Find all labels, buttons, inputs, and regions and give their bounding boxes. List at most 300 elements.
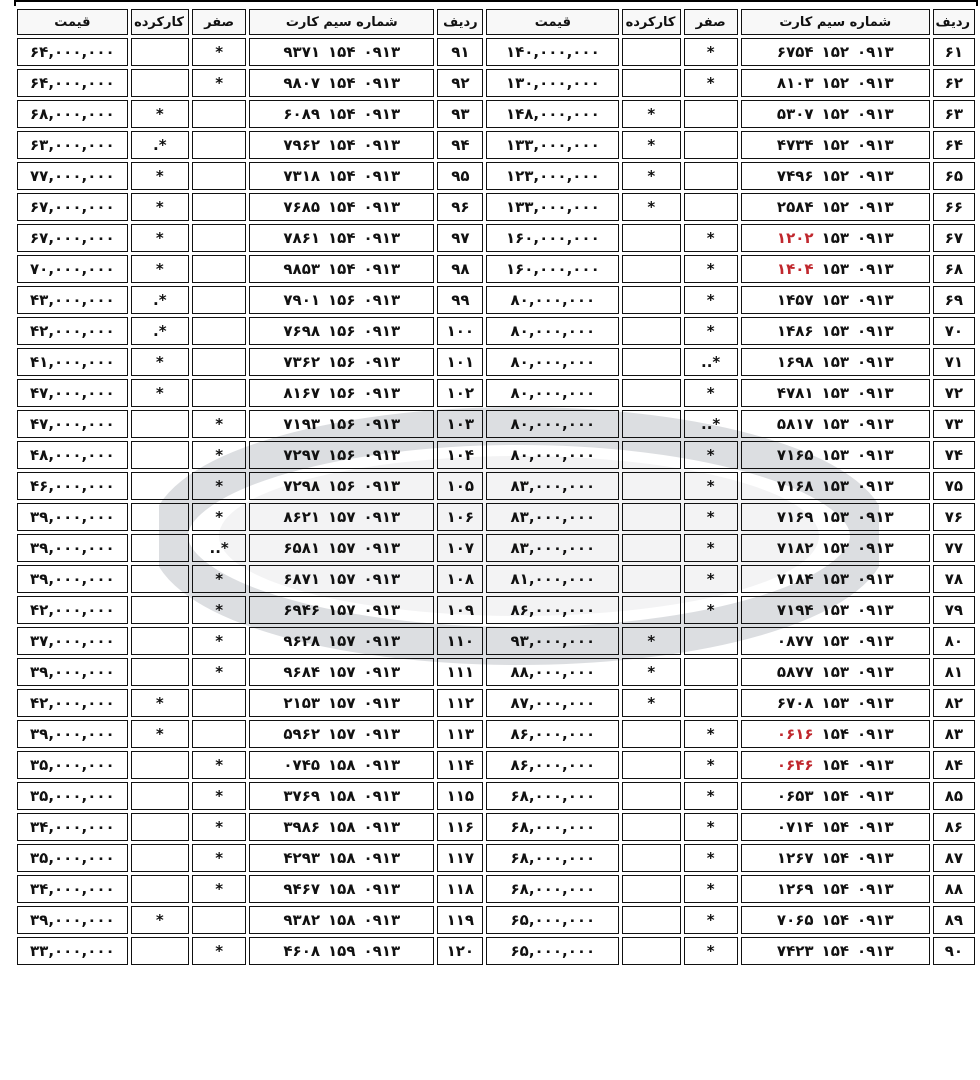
price: ۱۴۸,۰۰۰,۰۰۰ xyxy=(486,100,619,128)
sim-number xyxy=(741,441,930,469)
price: ۶۷,۰۰۰,۰۰۰ xyxy=(17,224,128,252)
sim-number-part: ۰۷۴۵ xyxy=(283,756,321,774)
price: ۴۲,۰۰۰,۰۰۰ xyxy=(17,689,128,717)
used-mark xyxy=(622,937,680,965)
price: ۳۹,۰۰۰,۰۰۰ xyxy=(17,658,128,686)
price: ۳۷,۰۰۰,۰۰۰ xyxy=(17,627,128,655)
zero-mark xyxy=(192,379,246,407)
sim-number xyxy=(741,565,930,593)
used-mark xyxy=(131,503,189,531)
sim-number-part: ۱۵۶ xyxy=(328,446,356,464)
row-number: ۶۶ xyxy=(933,193,975,221)
row-number: ۷۰ xyxy=(933,317,975,345)
sim-number-part: ۱۵۶ xyxy=(328,477,356,495)
sim-number xyxy=(741,410,930,438)
price: ۸۰,۰۰۰,۰۰۰ xyxy=(486,410,619,438)
sim-number xyxy=(741,689,930,717)
sim-number-part: ۱۴۰۴ xyxy=(776,260,814,278)
sim-number-part: ۷۶۹۸ xyxy=(283,322,321,340)
row-number: ۱۰۶ xyxy=(437,503,483,531)
price: ۱۳۰,۰۰۰,۰۰۰ xyxy=(486,69,619,97)
used-mark xyxy=(622,720,680,748)
sim-number xyxy=(249,658,434,686)
sim-number-part: ۶۹۴۶ xyxy=(283,601,321,619)
sim-number xyxy=(249,286,434,314)
price: ۳۹,۰۰۰,۰۰۰ xyxy=(17,503,128,531)
sim-number-part: ۱۵۴ xyxy=(821,818,850,836)
zero-mark: *.. xyxy=(192,534,246,562)
row-number: ۱۰۹ xyxy=(437,596,483,624)
used-mark xyxy=(622,441,680,469)
sim-number-part: ۱۵۳ xyxy=(821,291,850,309)
sim-number xyxy=(249,255,434,283)
sim-number-part: ۹۶۸۴ xyxy=(283,663,321,681)
sim-number-part: ۱۵۲ xyxy=(821,105,850,123)
sim-number xyxy=(741,751,930,779)
sim-number-part: ۷۲۹۷ xyxy=(283,446,321,464)
sim-number-part: ۰۹۱۳ xyxy=(363,260,401,278)
sim-number-part: ۰۹۱۳ xyxy=(363,136,401,154)
sim-number-part: ۰۹۱۳ xyxy=(363,787,401,805)
row-number: ۷۲ xyxy=(933,379,975,407)
zero-mark: * xyxy=(684,224,738,252)
sim-number xyxy=(249,69,434,97)
used-mark xyxy=(131,410,189,438)
row-number: ۶۳ xyxy=(933,100,975,128)
price: ۶۸,۰۰۰,۰۰۰ xyxy=(486,875,619,903)
sim-number-part: ۰۹۱۳ xyxy=(857,167,894,185)
sim-number xyxy=(741,131,930,159)
row-number: ۱۱۶ xyxy=(437,813,483,841)
used-mark: * xyxy=(131,348,189,376)
row-number: ۱۰۸ xyxy=(437,565,483,593)
row-number: ۱۱۹ xyxy=(437,906,483,934)
sim-number-part: ۱۵۳ xyxy=(821,229,850,247)
sim-number xyxy=(741,348,930,376)
zero-mark: * xyxy=(192,410,246,438)
used-mark xyxy=(622,906,680,934)
sim-number-part: ۶۰۸۹ xyxy=(283,105,321,123)
zero-mark: * xyxy=(684,720,738,748)
row-number: ۶۱ xyxy=(933,38,975,66)
sim-number-part: ۱۵۹ xyxy=(328,942,356,960)
row-number: ۱۱۴ xyxy=(437,751,483,779)
row-number: ۱۲۰ xyxy=(437,937,483,965)
sim-number-part: ۶۷۰۸ xyxy=(776,694,814,712)
table-row xyxy=(17,534,975,562)
price: ۴۸,۰۰۰,۰۰۰ xyxy=(17,441,128,469)
sim-number-part: ۰۹۱۳ xyxy=(363,353,401,371)
sim-number-part: ۱۵۴ xyxy=(821,787,850,805)
table-header-row xyxy=(17,9,975,35)
sim-number-part: ۰۷۱۴ xyxy=(776,818,814,836)
price: ۸۳,۰۰۰,۰۰۰ xyxy=(486,503,619,531)
sim-number-part: ۱۵۷ xyxy=(328,663,356,681)
price: ۶۴,۰۰۰,۰۰۰ xyxy=(17,69,128,97)
header-sim-number: شماره سیم کارت xyxy=(249,9,434,35)
sim-number xyxy=(249,224,434,252)
price: ۶۸,۰۰۰,۰۰۰ xyxy=(17,100,128,128)
sim-number xyxy=(249,100,434,128)
zero-mark xyxy=(192,286,246,314)
sim-number-part: ۸۶۲۱ xyxy=(283,508,321,526)
sim-number xyxy=(741,937,930,965)
sim-number-part: ۶۵۸۱ xyxy=(283,539,321,557)
sim-number-part: ۹۶۲۸ xyxy=(283,632,321,650)
zero-mark: * xyxy=(192,658,246,686)
row-number: ۷۹ xyxy=(933,596,975,624)
sim-number-part: ۲۵۸۴ xyxy=(776,198,814,216)
table-row xyxy=(17,751,975,779)
zero-mark: * xyxy=(684,875,738,903)
sim-number-part: ۱۵۲ xyxy=(821,136,850,154)
price: ۸۰,۰۰۰,۰۰۰ xyxy=(486,317,619,345)
sim-number-part: ۰۹۱۳ xyxy=(363,694,401,712)
sim-number-part: ۱۵۳ xyxy=(821,539,850,557)
sim-number-part: ۱۵۴ xyxy=(328,198,356,216)
sim-number xyxy=(249,751,434,779)
sim-number-part: ۱۵۴ xyxy=(328,229,356,247)
table-row xyxy=(17,565,975,593)
table-row xyxy=(17,689,975,717)
used-mark xyxy=(131,844,189,872)
sim-number-part: ۰۹۱۳ xyxy=(857,198,894,216)
used-mark xyxy=(622,565,680,593)
table-row xyxy=(17,720,975,748)
row-number: ۹۵ xyxy=(437,162,483,190)
sim-number-part: ۱۵۴ xyxy=(328,43,356,61)
sim-number-part: ۱۲۰۲ xyxy=(776,229,814,247)
row-number: ۸۱ xyxy=(933,658,975,686)
used-mark: * xyxy=(131,720,189,748)
zero-mark: * xyxy=(684,255,738,283)
sim-number-part: ۱۵۳ xyxy=(821,446,850,464)
table-row xyxy=(17,503,975,531)
zero-mark: * xyxy=(192,813,246,841)
table-row xyxy=(17,596,975,624)
sim-number xyxy=(249,317,434,345)
sim-number xyxy=(249,596,434,624)
sim-number-part: ۱۵۳ xyxy=(821,415,850,433)
header-price: قیمت xyxy=(17,9,128,35)
sim-number-part: ۱۵۴ xyxy=(328,136,356,154)
table-row xyxy=(17,441,975,469)
sim-number-part: ۱۵۳ xyxy=(821,260,850,278)
sim-number-part: ۰۹۱۳ xyxy=(363,43,401,61)
sim-number-part: ۰۹۱۳ xyxy=(363,663,401,681)
sim-number-part: ۱۵۷ xyxy=(328,725,356,743)
sim-number-part: ۱۵۳ xyxy=(821,384,850,402)
used-mark: * xyxy=(622,193,680,221)
table-row xyxy=(17,131,975,159)
zero-mark: * xyxy=(192,875,246,903)
used-mark: * xyxy=(131,100,189,128)
zero-mark: * xyxy=(684,69,738,97)
price: ۴۷,۰۰۰,۰۰۰ xyxy=(17,379,128,407)
sim-number-part: ۵۸۷۷ xyxy=(776,663,814,681)
row-number: ۸۶ xyxy=(933,813,975,841)
sim-number-part: ۰۹۱۳ xyxy=(363,849,401,867)
sim-number-part: ۱۵۷ xyxy=(328,539,356,557)
sim-number-part: ۱۵۸ xyxy=(328,756,356,774)
sim-card-price-table xyxy=(14,6,978,968)
header-row-number: ردیف xyxy=(933,9,975,35)
price: ۱۶۰,۰۰۰,۰۰۰ xyxy=(486,224,619,252)
sim-number-part: ۱۵۲ xyxy=(821,74,850,92)
price: ۳۵,۰۰۰,۰۰۰ xyxy=(17,782,128,810)
used-mark: * xyxy=(131,379,189,407)
sim-number xyxy=(741,224,930,252)
sim-number xyxy=(741,844,930,872)
sim-number-part: ۱۵۴ xyxy=(821,756,850,774)
sim-number-part: ۰۹۱۳ xyxy=(363,446,401,464)
sim-number xyxy=(249,565,434,593)
sim-number-part: ۱۵۴ xyxy=(821,911,850,929)
sim-number-part: ۴۲۹۳ xyxy=(283,849,321,867)
zero-mark: * xyxy=(192,38,246,66)
price: ۸۱,۰۰۰,۰۰۰ xyxy=(486,565,619,593)
used-mark: * xyxy=(622,162,680,190)
sim-number xyxy=(741,193,930,221)
used-mark xyxy=(622,503,680,531)
header-row-number: ردیف xyxy=(437,9,483,35)
sim-number-part: ۰۹۱۳ xyxy=(857,415,894,433)
used-mark xyxy=(131,875,189,903)
sim-number xyxy=(249,38,434,66)
table-row xyxy=(17,906,975,934)
sim-number xyxy=(249,472,434,500)
sim-number xyxy=(249,410,434,438)
sim-number xyxy=(249,193,434,221)
sim-number-part: ۰۹۱۳ xyxy=(857,291,894,309)
sim-number-part: ۰۹۱۳ xyxy=(857,880,894,898)
sim-number-part: ۱۵۸ xyxy=(328,880,356,898)
table-row xyxy=(17,100,975,128)
zero-mark: * xyxy=(192,69,246,97)
sim-number-part: ۱۵۲ xyxy=(821,198,850,216)
sim-number xyxy=(741,534,930,562)
sim-number-part: ۱۵۶ xyxy=(328,384,356,402)
sim-number-part: ۰۹۱۳ xyxy=(857,787,894,805)
price: ۷۰,۰۰۰,۰۰۰ xyxy=(17,255,128,283)
price: ۶۸,۰۰۰,۰۰۰ xyxy=(486,782,619,810)
row-number: ۷۵ xyxy=(933,472,975,500)
price: ۷۷,۰۰۰,۰۰۰ xyxy=(17,162,128,190)
sim-number-part: ۱۵۳ xyxy=(821,570,850,588)
sim-number-part: ۱۵۴ xyxy=(821,942,850,960)
price: ۸۳,۰۰۰,۰۰۰ xyxy=(486,472,619,500)
price: ۸۰,۰۰۰,۰۰۰ xyxy=(486,379,619,407)
sim-number-part: ۱۵۶ xyxy=(328,415,356,433)
price: ۴۷,۰۰۰,۰۰۰ xyxy=(17,410,128,438)
sim-number-part: ۱۴۸۶ xyxy=(776,322,814,340)
row-number: ۱۱۱ xyxy=(437,658,483,686)
price-list-sheet xyxy=(14,6,978,1078)
sim-number-part: ۱۵۳ xyxy=(821,663,850,681)
sim-number-part: ۰۹۱۳ xyxy=(857,849,894,867)
price: ۴۶,۰۰۰,۰۰۰ xyxy=(17,472,128,500)
zero-mark: * xyxy=(684,503,738,531)
sim-number xyxy=(249,627,434,655)
sim-number-part: ۱۵۲ xyxy=(821,167,850,185)
row-number: ۶۴ xyxy=(933,131,975,159)
zero-mark: *.. xyxy=(684,410,738,438)
table-row xyxy=(17,472,975,500)
used-mark xyxy=(622,69,680,97)
sim-number xyxy=(741,286,930,314)
sim-number-part: ۱۵۶ xyxy=(328,353,356,371)
zero-mark: * xyxy=(684,317,738,345)
sim-number-part: ۷۱۹۴ xyxy=(776,601,814,619)
sim-number-part: ۱۵۴ xyxy=(328,74,356,92)
sim-number-part: ۰۹۱۳ xyxy=(363,570,401,588)
sim-number-part: ۰۹۱۳ xyxy=(857,353,894,371)
sim-number xyxy=(249,441,434,469)
sim-number-part: ۱۶۹۸ xyxy=(776,353,814,371)
sim-number-part: ۰۹۱۳ xyxy=(857,663,894,681)
sim-number-part: ۰۹۱۳ xyxy=(857,260,894,278)
sim-number-part: ۴۷۳۴ xyxy=(776,136,814,154)
table-row xyxy=(17,379,975,407)
sim-number xyxy=(741,813,930,841)
sim-number-part: ۸۱۶۷ xyxy=(283,384,321,402)
sim-number-part: ۰۹۱۳ xyxy=(857,384,894,402)
sim-number-part: ۹۴۶۷ xyxy=(283,880,321,898)
zero-mark: * xyxy=(192,782,246,810)
zero-mark: * xyxy=(684,286,738,314)
price: ۱۳۳,۰۰۰,۰۰۰ xyxy=(486,193,619,221)
sim-number-part: ۷۱۸۲ xyxy=(776,539,814,557)
price: ۸۶,۰۰۰,۰۰۰ xyxy=(486,751,619,779)
sim-number xyxy=(249,937,434,965)
sim-number-part: ۷۱۶۸ xyxy=(776,477,814,495)
used-mark: * xyxy=(131,906,189,934)
row-number: ۱۱۵ xyxy=(437,782,483,810)
sim-number xyxy=(249,503,434,531)
zero-mark xyxy=(192,193,246,221)
sim-number-part: ۰۹۱۳ xyxy=(363,167,401,185)
sim-number-part: ۱۵۴ xyxy=(821,849,850,867)
zero-mark xyxy=(192,317,246,345)
sim-number-part: ۰۹۱۳ xyxy=(363,291,401,309)
sim-number-part: ۰۹۱۳ xyxy=(857,508,894,526)
sim-number-part: ۱۴۵۷ xyxy=(776,291,814,309)
header-zero: صفر xyxy=(684,9,738,35)
used-mark xyxy=(622,317,680,345)
sim-number-part: ۷۲۹۸ xyxy=(283,477,321,495)
row-number: ۸۴ xyxy=(933,751,975,779)
zero-mark: * xyxy=(192,844,246,872)
used-mark xyxy=(622,38,680,66)
sim-number-part: ۵۳۰۷ xyxy=(776,105,814,123)
table-row xyxy=(17,813,975,841)
sim-number-part: ۹۸۵۳ xyxy=(283,260,321,278)
sim-number-part: ۶۸۷۱ xyxy=(283,570,321,588)
zero-mark: * xyxy=(192,596,246,624)
sim-number-part: ۷۱۸۴ xyxy=(776,570,814,588)
zero-mark: * xyxy=(684,906,738,934)
table-row xyxy=(17,317,975,345)
row-number: ۱۰۲ xyxy=(437,379,483,407)
row-number: ۱۰۱ xyxy=(437,348,483,376)
row-number: ۹۹ xyxy=(437,286,483,314)
row-number: ۹۷ xyxy=(437,224,483,252)
sim-number-part: ۱۵۳ xyxy=(821,694,850,712)
sim-number-part: ۱۵۸ xyxy=(328,818,356,836)
sim-number-part: ۰۹۱۳ xyxy=(363,725,401,743)
row-number: ۹۸ xyxy=(437,255,483,283)
row-number: ۷۴ xyxy=(933,441,975,469)
zero-mark xyxy=(684,689,738,717)
sim-number xyxy=(249,689,434,717)
price: ۶۳,۰۰۰,۰۰۰ xyxy=(17,131,128,159)
price: ۶۵,۰۰۰,۰۰۰ xyxy=(486,937,619,965)
zero-mark: * xyxy=(684,534,738,562)
sim-number xyxy=(741,658,930,686)
sim-number-part: ۰۹۱۳ xyxy=(857,725,894,743)
sim-number-part: ۷۳۶۲ xyxy=(283,353,321,371)
sim-number xyxy=(249,906,434,934)
sim-number xyxy=(741,906,930,934)
zero-mark xyxy=(192,689,246,717)
sim-number xyxy=(249,534,434,562)
row-number: ۱۰۵ xyxy=(437,472,483,500)
row-number: ۱۰۰ xyxy=(437,317,483,345)
price: ۸۶,۰۰۰,۰۰۰ xyxy=(486,596,619,624)
used-mark: * xyxy=(131,689,189,717)
used-mark: * xyxy=(622,689,680,717)
zero-mark: * xyxy=(192,751,246,779)
sim-number-part: ۰۹۱۳ xyxy=(363,508,401,526)
price: ۴۲,۰۰۰,۰۰۰ xyxy=(17,596,128,624)
row-number: ۱۱۲ xyxy=(437,689,483,717)
sim-number-part: ۱۵۷ xyxy=(328,570,356,588)
sim-number-part: ۰۹۱۳ xyxy=(857,43,894,61)
price: ۴۳,۰۰۰,۰۰۰ xyxy=(17,286,128,314)
price: ۸۰,۰۰۰,۰۰۰ xyxy=(486,441,619,469)
sim-number-part: ۲۱۵۳ xyxy=(283,694,321,712)
sim-number-part: ۶۷۵۴ xyxy=(776,43,814,61)
zero-mark xyxy=(192,224,246,252)
table-row xyxy=(17,410,975,438)
sim-number-part: ۱۵۳ xyxy=(821,322,850,340)
used-mark: * xyxy=(131,255,189,283)
zero-mark: * xyxy=(684,844,738,872)
sim-number xyxy=(249,131,434,159)
row-number: ۱۰۳ xyxy=(437,410,483,438)
zero-mark xyxy=(192,100,246,128)
price: ۳۴,۰۰۰,۰۰۰ xyxy=(17,875,128,903)
sim-number-part: ۱۵۷ xyxy=(328,601,356,619)
used-mark xyxy=(622,751,680,779)
price: ۳۴,۰۰۰,۰۰۰ xyxy=(17,813,128,841)
sim-number-part: ۰۹۱۳ xyxy=(363,415,401,433)
row-number: ۷۶ xyxy=(933,503,975,531)
sim-number-part: ۱۵۷ xyxy=(328,694,356,712)
sim-number-part: ۳۹۸۶ xyxy=(283,818,321,836)
sim-number-part: ۷۱۶۵ xyxy=(776,446,814,464)
sim-number-part: ۰۹۱۳ xyxy=(857,322,894,340)
sim-number xyxy=(249,720,434,748)
price: ۸۰,۰۰۰,۰۰۰ xyxy=(486,348,619,376)
sim-number-part: ۱۵۴ xyxy=(328,260,356,278)
sim-number-part: ۴۶۰۸ xyxy=(283,942,321,960)
sim-number xyxy=(741,317,930,345)
row-number: ۸۷ xyxy=(933,844,975,872)
price: ۳۹,۰۰۰,۰۰۰ xyxy=(17,534,128,562)
zero-mark: * xyxy=(684,565,738,593)
used-mark: *. xyxy=(131,286,189,314)
